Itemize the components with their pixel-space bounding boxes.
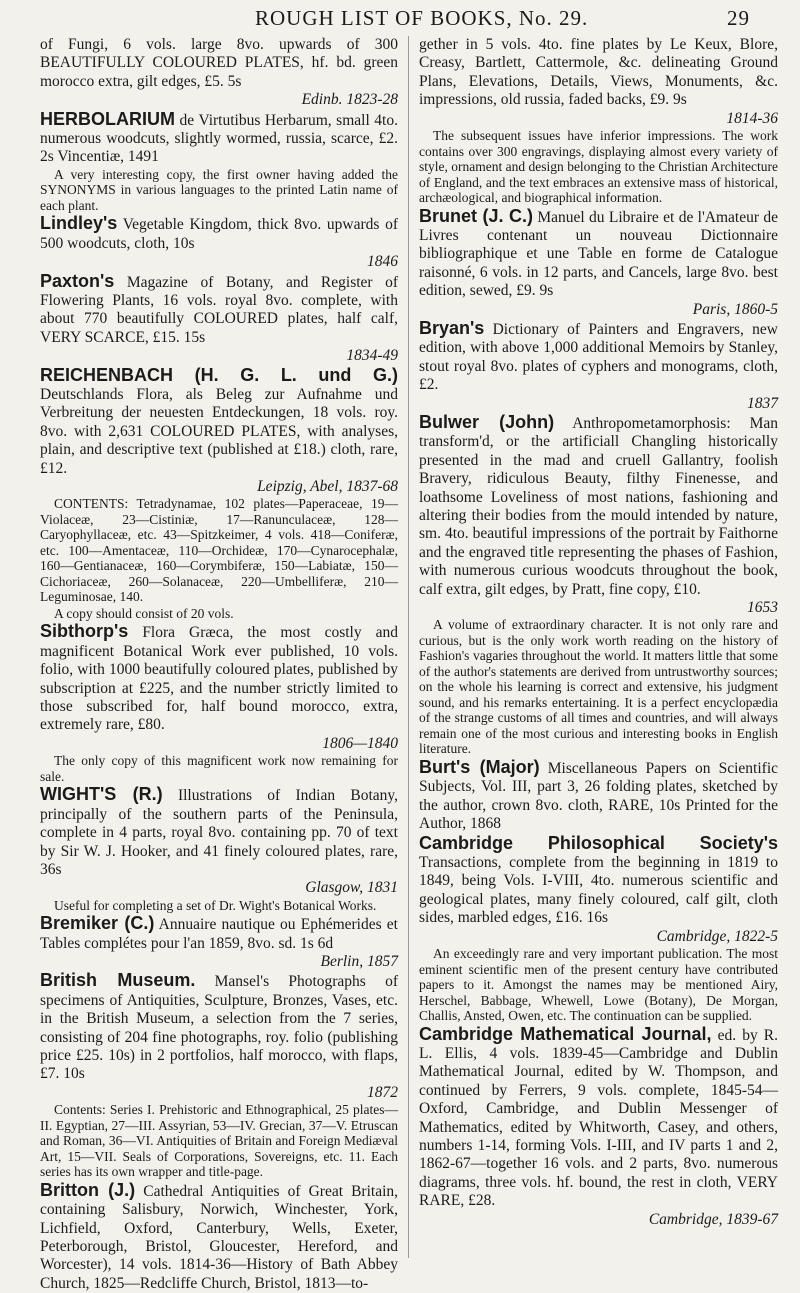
entry-heading: WIGHT'S (R.) [40,784,163,805]
catalogue-entry [419,413,778,617]
catalogue-entry [419,834,778,946]
entry-heading: Paxton's [40,270,115,291]
right-column [409,36,778,1258]
entry-description: of Fungi, 6 vols. large 8vo. upwards of 300 BEAUTIFULLY COLOURED PLATES, hf. bd. green morocco extra, gilt edges, £5. 5s [40,36,398,90]
entry-note: Useful for completing a set of Dr. Wight's Botanical Works. [54,897,377,913]
catalogue-entry [419,36,778,128]
entry-heading: Brunet (J. C.) [419,205,533,226]
entry-description: Annuaire nautique ou Ephémerides et Tables complétes pour l'an 1859, 8vo. sd. 1s 6d [40,916,398,952]
entry-note: An exceedingly rare and very important publication. The most eminent scientific men of the present century have contributed papers to it. Amongst the names may be mentioned Airy, Herschel, Babbage, Whewell, Lowe (Botany), De Morgan, Challis, Ansted, Owen, etc. The continuation can be supplied. [419,946,778,1024]
entry-description: Magazine of Botany, and Register of Flowering Plants, 16 vols. royal 8vo. complete, with about 770 beautifully COLOURED plates, half calf, VERY SCARCE, £15. 15s [40,273,398,346]
entry-description: ed. by R. L. Ellis, 4 vols. 1839-45—Cambridge and Dublin Mathematical Journal, edited by W. Thompson, and continued by Ferrers, 9 vols. complete, 1845-54—Oxford, Cambridge, and Dublin Messenger of Mathematics, edited by Whitworth, Casey, and others, numbers 1-14, forming Vols. I-III, and IV parts 1 and 2, 1862-67—together 16 vols. and 2 parts, 8vo. numerous diagrams, three vols. hf. bound, the rest in cloth, VERY RARE, £28. [419,1026,779,1210]
entry-heading: Britton (J.) [40,1179,136,1200]
catalogue-entry [419,319,778,413]
entry-imprint: Glasgow, 1831 [305,879,398,897]
entry-heading: Lindley's [40,213,118,234]
entry-heading: HERBOLARIUM [40,108,175,129]
catalogue-entry [40,1181,398,1293]
entry-imprint: Leipzig, Abel, 1837-68 [257,478,398,496]
header-title: ROUGH LIST OF BOOKS, No. 29. [255,6,589,30]
catalogue-entry [40,785,398,897]
entry-heading: Bulwer (John) [419,412,555,432]
catalogue-entry [40,622,398,753]
catalogue-entry [40,272,398,366]
entry-description: Transactions, complete from the beginning in 1819 to 1849, being Vols. I-VIII, 4to. numerous scientific and geological plates, many finely coloured, calf gilt, cloth sides, marbled edges, £16. 16s [419,854,778,927]
catalogue-entry [419,207,778,319]
entry-heading: Bryan's [419,317,485,338]
entry-note: Contents: Series I. Prehistoric and Ethnographical, 25 plates—II. Egyptian, 27—III. Assyrian, 53—IV. Grecian, 37—V. Etruscan and Roman, 36—VI. Antiquities of Britain and Foreign Mediæval Art, 15—VII. Seals of Corporations, Sovereigns, etc. 11. Each series has its own wrapper and title-page. [40,1102,398,1180]
catalogue-entry [40,914,398,971]
entry-description: gether in 5 vols. 4to. fine plates by Le Keux, Blore, Creasy, Bartlett, Cattermole, &c. delineating Ground Plans, Elevations, Details, Views, Monuments, &c. impressions, old russia, faded backs, £9. 9s [419,36,778,109]
entry-imprint: Edinb. 1823-28 [301,91,398,109]
entry-description: Flora Græca, the most costly and magnificent Botanical Work ever published, 10 vols. folio, with 1000 beautifully coloured plates, published by subscription at £225, and the number strictly limited to those subscribed for, half bound morocco, extra, extremely rare, £80. [40,624,398,734]
entry-heading: Cambridge Mathematical Journal, [419,1023,712,1044]
entry-heading: British Museum. [40,970,196,991]
entry-description: Illustrations of Indian Botany, principally of the southern parts of the Peninsula, complete in 4 parts, royal 8vo. containing pp. 70 of text by Sir W. J. Hooker, and 41 finely coloured plates, rare, 36s [40,787,398,878]
entry-description: Mansel's Photographs of specimens of Antiquities, Sculpture, Bronzes, Vases, etc. in the British Museum, a selection from the 7 series, consisting of 204 fine photographs, roy. folio (publishing price £25. 10s) in 2 portfolios, half morocco, with flaps, £7. 10s [40,973,398,1083]
entry-description: Vegetable Kingdom, thick 8vo. upwards of 500 woodcuts, cloth, 10s [40,216,398,252]
entry-imprint: 1872 [367,1083,398,1101]
entry-note: A very interesting copy, the first owner having added the SYNONYMS in various languages to the printed Latin name of each plant. [40,166,398,213]
catalogue-entry [40,214,398,271]
entry-imprint: Cambridge, 1839-67 [648,1210,778,1228]
entry-note: The only copy of this magnificent work now remaining for sale. [40,753,398,784]
left-column [40,36,409,1292]
catalogue-entry [419,758,778,834]
entry-note: A volume of extraordinary character. It is not only rare and curious, but is the only work worth reading on the history of Fashion's vagaries throughout the world. It matters little that some of the author's statements are derived from untrustworthy sources; on the whole his learning is correct and extensive, his judgment sound, and his remarks entertaining. It is a perfect encyclopædia of the strange customs of all times and countries, and will always remain one of the most curious and interesting books in English literature. [419,617,778,757]
entry-imprint: Cambridge, 1822-5 [656,927,778,945]
entry-imprint: 1834-49 [346,347,398,365]
running-header [40,4,780,34]
entry-imprint: 1814-36 [726,109,778,127]
entry-note: A copy should consist of 20 vols. [54,605,234,621]
entry-imprint: 1846 [367,253,398,271]
entry-note: The subsequent issues have inferior impressions. The work contains over 300 engravings, displaying almost every variety of style, ornament and design belonging to the Christian Architecture of England, and the text embraces an extensive mass of historical, archæological, and biographical information. [419,128,778,206]
entry-description: Manuel du Libraire et de l'Amateur de Livres contenant un nouveau Dictionnaire bibliographique et une Table en forme de Catalogue raisonné, 6 vols. in 12 parts, and Cancels, large 8vo. best edition, sewed, £9. 9s [419,208,778,300]
catalogue-entry [40,366,398,497]
catalogue-entry [40,36,398,110]
catalogue-entry [40,110,398,167]
entry-description: de Virtutibus Herbarum, small 4to. numerous woodcuts, slightly wormed, russia, scarce, £2. 2s Vincentiæ, 1491 [40,111,398,166]
catalogue-entry [419,1025,778,1229]
entry-imprint: Paris, 1860-5 [692,300,778,318]
entry-description: Dictionary of Painters and Engravers, new edition, with above 1,000 additional Memoirs by Stanley, stout royal 8vo. plates of cyphers and monograms, cloth, £2. [419,320,779,394]
entry-heading: Cambridge Philosophical Society's [419,832,778,853]
page-number: 29 [727,6,750,30]
entry-imprint: 1653 [747,599,778,617]
entry-heading: Sibthorp's [40,621,129,642]
entry-description: Deutschlands Flora, als Beleg zur Aufnahme und Verbreitung der neuesten Entdeckungen, 18 vols. roy. 8vo. with 2,631 COLOURED PLATES, with analyses, plain, and descriptive text (published at £18.) cloth, rare, £12. [40,386,398,477]
entry-description: Cathedral Antiquities of Great Britain, containing Salisbury, Norwich, Winchester, York, Lichfield, Oxford, Canterbury, Wells, Exeter, Peterborough, Bristol, Gloucester, Hereford, and Worcester), 14 vols. 1814-36—History of Bath Abbey Church, 1825—Redcliffe Church, Bristol, 1813—to- [40,1182,399,1292]
entry-description: Miscellaneous Papers on Scientific Subjects, Vol. III, part 3, 26 folding plates, sketched by the author, crown 8vo. cloth, RARE, 10s Printed for the Author, 1868 [419,759,779,833]
entry-heading: REICHENBACH (H. G. L. und G.) [40,364,398,385]
entry-description: Anthropometamorphosis: Man transform'd, or the artificiall Changling historically presented in the mad and cruell Gallantry, foolish Bravery, ridiculous Beauty, filthy Finenesse, and loathsome Loveliness of most nations, fashioning and altering their bodies from the mould intended by nature, sm. 4to. beautiful impressions of the portrait by Faithorne and the engraved title representing the phases of Fashion, with numerous curious woodcuts throughout the book, calf extra, gilt edges, by Pratt, fine copy, £10. [419,415,779,598]
entry-heading: Burt's (Major) [419,756,540,777]
two-column-body [40,36,779,1292]
entry-note: CONTENTS: Tetradynamae, 102 plates—Paperaceae, 19—Violaceæ, 23—Cistiniæ, 17—Ranunculaceæ, 128—Caryophyllaceæ, etc. 43—Spitzkeimer, 4 vols. 418—Coniferæ, etc. 100—Amentaceæ, 110—Orchideæ, 170—Cynarocephalæ, 160—Gentianaceæ, 160—Corymbiferæ, 150—Labiatæ, 150—Cichoriaceæ, 260—Solanaceæ, 220—Umbelliferæ, 210—Leguminosae, 140. [40,496,398,605]
entry-imprint: Berlin, 1857 [320,953,398,971]
catalogue-entry [40,971,398,1102]
entry-imprint: 1806—1840 [322,734,398,752]
entry-heading: Bremiker (C.) [40,913,155,934]
entry-imprint: 1837 [747,394,778,412]
